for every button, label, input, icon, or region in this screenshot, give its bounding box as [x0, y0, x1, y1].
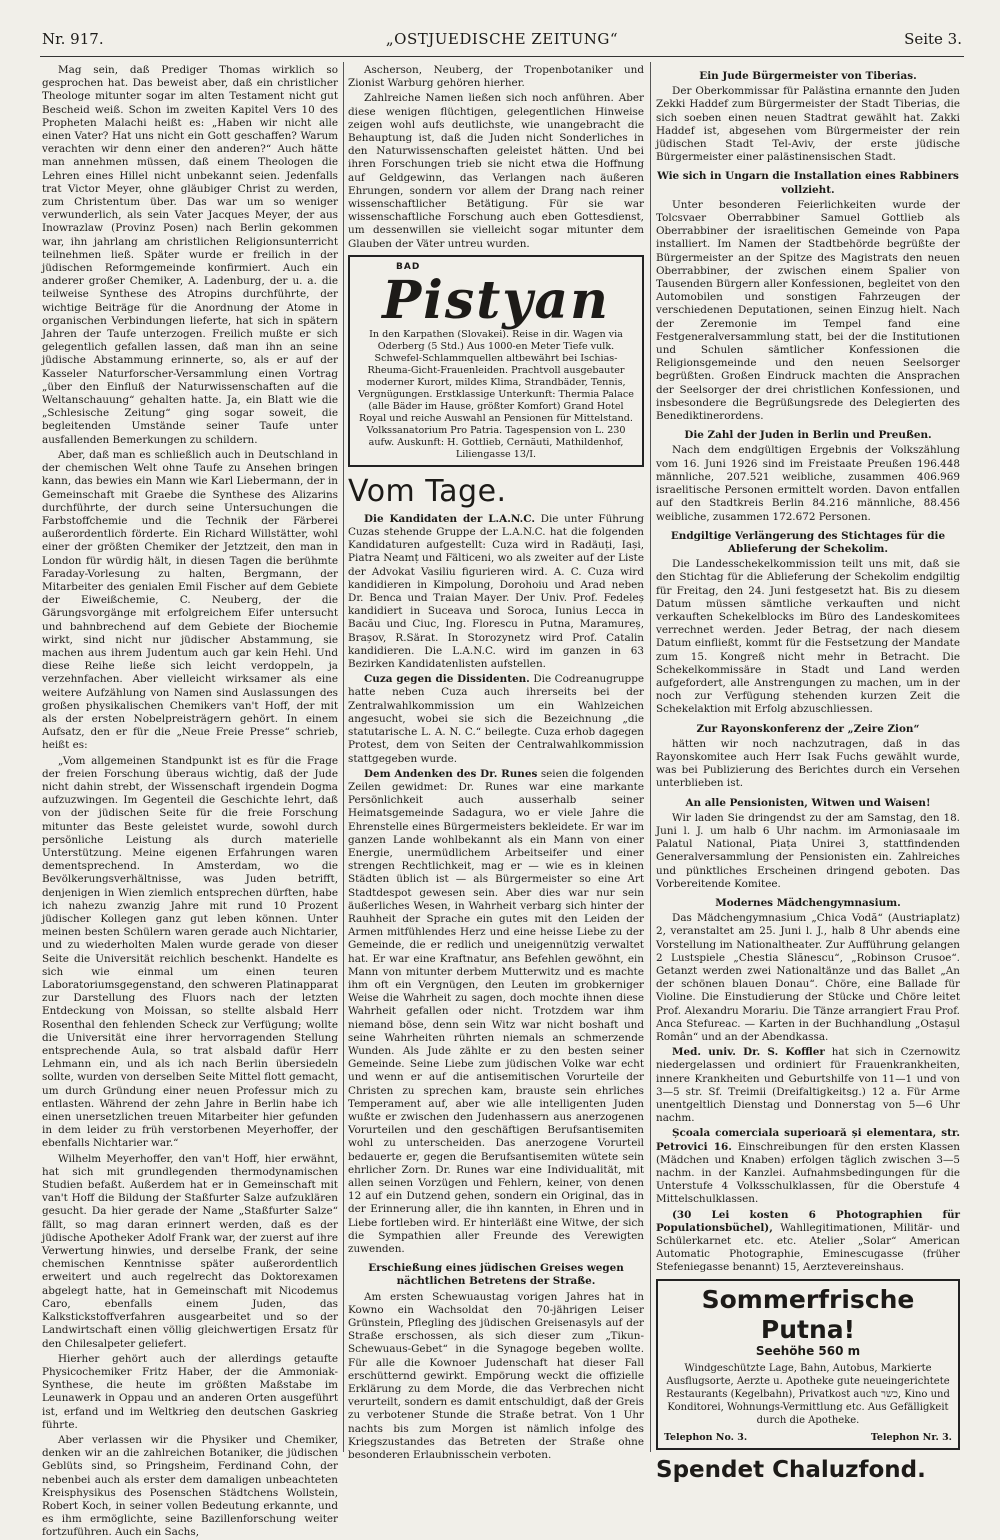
- article-paragraph: Ascherson, Neuberg, der Tropenbotaniker und Zionist Warburg gehören hierher.: [348, 64, 644, 90]
- news-text: Unter besonderen Feierlichkeiten wurde der Tolcsvaer Oberrabbiner Samuel Gottlieb als Oberrabbiner der israelitischen Gemeinde von Papa installiert. Im Namen der Stadtbehörde begrüßte der Bürgermeister an der Spitze des Magistrats den neuen Oberrabbiner, der zwischen einem Spalier von Tausenden Bürgern aller Konfessionen, begleitet von den Automobilen und sonstigen Fahrzeugen der verschiedenen Deputationen, seinen Einzug hielt. Nach der Zeremonie im Tempel fand eine Festgeneralversammlung statt, bei der die Institutionen und Schulen sämtlicher Konfessionen die Religionsgemeinde und den neuen Seelsorger begrüßten. Großen Eindruck machten die Ansprachen der Seelsorger der drei christlichen Konfessionen, und insbesondere die Begrüßungsrede des Delegierten des Benediktinerordens.: [656, 198, 960, 423]
- putna-body: Windgeschützte Lage, Bahn, Autobus, Markierte Ausflugsorte, Aerzte u. Apotheke gute neueingerichtete Restaurants (Kegelbahn), Privatkost auch כשר, Kino und Konditorei, Wohnungs-Vermittlung etc. Aus Gefälligkeit durch die Apotheke.: [666, 1362, 950, 1426]
- issue-number: Nr. 917.: [42, 30, 104, 48]
- news-title: Cuza gegen die Dissidenten.: [364, 673, 530, 686]
- putna-altitude: Seehöhe 560 m: [755, 1343, 861, 1358]
- putna-phones: [664, 1431, 952, 1444]
- news-title: Școala comerciala superioară și elementara, str. Petrovici 16.: [656, 1127, 960, 1153]
- page-header: [42, 30, 962, 52]
- news-title: Erschießung eines jüdischen Greises wegen nächtlichen Betretens der Straße.: [368, 1262, 624, 1288]
- article-paragraph: Aber verlassen wir die Physiker und Chemiker, denken wir an die zahlreichen Botaniker, die jüdischen Geblüts sind, so Pringsheim, Ferdinand Cohn, der nebenbei auch als erster dem damaligen unbeachteten Kreisphysikus des Posenschen Städtchens Wollstein, Robert Koch, in seiner vollen Bedeutung erkannte, und es ihm ermöglichte, seine Bazillenforschung weiter fortzuführen. Auch ein Sachs,: [42, 1433, 338, 1539]
- news-text: Wahllegitimationen, Militär- und Schülerkarnet etc. etc. Atelier „Solar“ American Automatic Photographie, Eminescugasse (früher Stefeniegasse benannt) 15, Aerztevereinshaus.: [656, 1221, 961, 1274]
- news-text: Der Oberkommissar für Palästina ernannte den Juden Zekki Haddef zum Bürgermeister der Stadt Tiberias, die sich soeben einen neuen Stadtrat gewählt hat. Zakki Haddef ist, abgesehen vom Bürgermeister der rein jüdischen Stadt Tel-Aviv, der erste jüdische Bürgermeister einer palästinensischen Stadt.: [656, 85, 960, 164]
- putna-advertisement: [656, 1279, 960, 1450]
- pistyan-logo: Pistyan: [382, 269, 610, 331]
- news-text: Am ersten Schewuaustag vorigen Jahres hat in Kowno ein Wachsoldat den 70-jährigen Leiser Grünstein, Pflegling des jüdischen Greisenasyls auf der Straße erschossen, als sich dieser zum „Tikun-Schewuaus-Gebet“ in die Synagoge begeben wollte. Für alle die Kownoer Judenschaft hat dieser Fall erschütternd gewirkt. Empörung weckt die offizielle Erklärung zu dem Morde, die das Verbrechen nicht verurteilt, sondern es damit entschuldigt, daß der Greis zu verbotener Stunde die Straße betrat. Von 1 Uhr nachts bis zum Morgen ist nämlich infolge des Kriegszustandes das Betreten der Straße ohne besonderen Erlaubnisschein verboten.: [348, 1290, 644, 1462]
- ad-text: In den Karpathen (Slovakei). Reise in dir. Wagen via Oderberg (5 Std.) Aus 1000-en Meter Tiefe vulk. Schwefel-Schlammquellen altbewährt bei Ischias-Rheuma-Gicht-Frauenleiden. Prachtvoll ausgebauter moderner Kurort, mildes Klima, Strandbäder, Tennis, Vergnügungen. Erstklassige Unterkunft: Thermia Palace (alle Bäder im Hause, größter Komfort) Grand Hotel Royal und reiche Auswahl an Pensionen für Mittelstand. Volkssanatorium Pro Patria. Tagespension von L. 230 aufw. Auskunft: H. Gottlieb, Cernäuti, Mathildenhof, Liliengasse 13/I.: [358, 328, 634, 460]
- news-item: [348, 768, 644, 1257]
- news-item: [656, 1046, 960, 1125]
- section-heading-vom-tage: Vom Tage.: [348, 473, 507, 509]
- spendet-chaluzfond-ad: Spendet Chaluzfond.: [656, 1457, 926, 1484]
- news-text: hat sich in Czernowitz niedergelassen und ordiniert für Frauenkrankheiten, innere Krankheiten und Geburtshilfe von 11—1 und von 3—5 str. Sf. Treimii (Dreifaltigkeitsg.) 12 a. Für Arme unentgeltlich Dienstag und Donnerstag von 5—6 Uhr nachm.: [656, 1046, 960, 1125]
- article-paragraph: „Vom allgemeinen Standpunkt ist es für die Frage der freien Forschung überaus wichtig, daß der Jude nicht dahin strebt, der Wissenschaft irgendein Dogma aufzuzwingen. Im Gegenteil die Geschichte lehrt, daß von der jüdischen Seite für die freie Forschung mitunter das Beste geleistet wurde, sowohl durch persönliche Leistung als durch materielle Unterstützung. Meine eigenen Erfahrungen waren dementsprechend. In Amsterdam, wo die Bevölkerungsverhältnisse, was Juden betrifft, denjenigen in Wien ziemlich entsprechen dürften, habe ich nahezu zwanzig Jahre mit rund 10 Prozent jüdischer Kollegen ganz gut leben können. Unter meinen besten Schülern waren gerade auch Nichtarier, und zu wiederholten Malen wurde gerade von dieser Seite die Universität reichlich beschenkt. Handelte es sich wie einmal um einen teuren Laboratoriumsgegenstand, den schweren Platinapparat zur Darstellung des Fluors nach der letzten Entdeckung von Moissan, so stellte alsbald Herr Rosenthal den fehlenden Scheck zur Verfügung; wollte die Universität eine ihrer hervorragenden Stellung entsprechende Aula, so trat alsbald dafür Herr Lehmann ein, und als ich nach Berlin übersiedeln sollte, wurden von derselben Seite Mittel flott gemacht, um durch Gründung einer neuen Professur mich zu entlasten. Während der zehn Jahre in Berlin habe ich einen unersetzlichen treuen Mitarbeiter hier gefunden in dem leider zu früh verstorbenen Meyerhoffer, der ebenfalls Nichtarier war.“: [42, 754, 338, 1150]
- news-item: [656, 1127, 960, 1206]
- news-item: [348, 673, 644, 765]
- news-text: Nach dem endgültigen Ergebnis der Volkszählung vom 16. Juni 1926 sind im Freistaate Preußen 196.448 männliche, 207.521 weibliche, zusammen 406.969 israelitische Personen ermittelt worden. Davon entfallen auf den Stadtkreis Berlin 84.216 männliche, 88.456 weibliche, zusammen 172.672 Personen.: [656, 444, 960, 523]
- article-paragraph: Hierher gehört auch der allerdings getaufte Physicochemiker Fritz Haber, der die Ammoniak-Synthese, die heute im größten Maßstabe im Leunawerk in Oppau und an anderen Orten ausgeführt ist, erfand und im Weltkrieg den deutschen Gaskrieg führte.: [42, 1352, 338, 1431]
- news-text: hätten wir noch nachzutragen, daß in das Rayonskomitee auch Herr Isak Fuchs gewählt wurde, was bei Publizierung des Berichtes durch ein Versehen unterblieben ist.: [656, 737, 960, 790]
- column-1: [42, 64, 338, 1539]
- news-title: Dem Andenken des Dr. Runes: [364, 767, 538, 780]
- news-text: seien die folgenden Zeilen gewidmet: Dr. Runes war eine markante Persönlichkeit auch ausserhalb seiner Heimatsgemeinde Sadagura, wo er viele Jahre die Ehrenstelle eines Bürgermeisters bekleidete. Er war im ganzen Lande wohlbekannt als ein Mann von einer Energie, unermüdlichem Arbeitseifer und einer strengen Rechtlichkeit, mag er — wie es in kleinen Städten üblich ist — als Bürgermeister so eine Art Stadtdespot gewesen sein. Aber dies war nur sein äußerliches Wesen, in Wahrheit verbarg sich hinter der Rauhheit der Sprache ein gutes mit den Leiden der Armen mitfühlendes Herz und eine heisse Liebe zu der Gemeinde, die er redlich und uneigennützig verwaltet hat. Er war eine Kraftnatur, ans Befehlen gewöhnt, ein Mann von mitunter derbem Mutterwitz und es machte ihm oft ein Vergnügen, den Leuten im grobkerniger Weise die Wahrheit zu sagen, doch mochte ihnen diese Wahrheit gefallen oder nicht. Trotzdem war ihm niemand böse, denn sein Witz war nicht boshaft und seine Wahrheiten rührten niemals an schmerzende Wunden. Als Jude zählte er zu den besten seiner Gemeinde. Seine Liebe zum jüdischen Volke war echt und wenn er auf die antisemitischen Vorurteile der Christen zu sprechen kam, brauste sein ehrliches Temperament auf, aber wie alle intelligenten Juden wußte er zwischen den Judenhassern aus anerzogenen Vorurteilen und den geschäftigen Berufsantisemiten wohl zu unterscheiden. Das anerzogene Vorurteil bedauerte er, gegen die Berufsantisemiten wütete sein ehrlicher Zorn. Dr. Runes war eine Individualität, mit allen seinen Vorzügen und Fehlern, keiner, von denen 12 auf ein Dutzend gehen, sondern ein Original, das in der Erinnerung aller, die ihn kannten, in Ehren und in Liebe fortleben wird. Er hinterläßt eine Witwe, der sich die Sympathien aller Freunde des Verewigten zuwenden.: [348, 767, 644, 1256]
- news-title: Ein Jude Bürgermeister von Tiberias.: [699, 70, 917, 82]
- news-text: Einschreibungen für den ersten Klassen (Mädchen und Knaben) erfolgen täglich zwischen 3—5 nachm. in der Kanzlei. Aufnahmsbedingungen für die Unterstufe 4 Volksschulklassen, für die Oberstufe 4 Mittelschulklassen.: [656, 1140, 960, 1206]
- news-title: Die Zahl der Juden in Berlin und Preußen.: [684, 429, 932, 442]
- column-divider: [650, 62, 651, 1452]
- news-title: An alle Pensionisten, Witwen und Waisen!: [685, 796, 931, 809]
- news-text: Die unter Führung Cuzas stehende Gruppe der L.A.N.C. hat die folgenden Kandidaturen aufgestellt: Cuza wird in Radäuți, Iași, Piatra Neamț und Fälticeni, wo als zweiter auf der Liste der Advokat Vasiliu figurieren wird. A. C. Cuza wird kandidieren in Kimpolung, Dorohoiu und Arad neben Dr. Benca und Traian Mayer. Der Univ. Prof. Fedeleș kandidiert in Suceava und Soroca, Iunius Lecca in Bacău und Ciuc, Ing. Florescu in Putna, Maramureș, Brașov, R.Särat. In Storozynetz wird Prof. Catalin kandidieren. Die L.A.N.C. wird im ganzen in 63 Bezirken Kandidatenlisten aufstellen.: [348, 512, 644, 671]
- news-title: Modernes Mädchengymnasium.: [715, 896, 901, 909]
- news-text: Wir laden Sie dringendst zu der am Samstag, den 18. Juni l. J. um halb 6 Uhr nachm. im Armoniasaale im Palatul National, Piața Unirei 3, stattfindenden Generalversammlung der Pensionisten ein. Zahlreiches und pünktliches Erscheinen dringend geboten. Das Vorbereitende Komitee.: [656, 811, 960, 890]
- news-title: Wie sich in Ungarn die Installation eines Rabbiners vollzieht.: [657, 170, 959, 196]
- newspaper-title: „OSTJUEDISCHE ZEITUNG“: [385, 30, 619, 48]
- news-title: Endgiltige Verlängerung des Stichtages für die Ablieferung der Schekolim.: [670, 529, 946, 555]
- article-paragraph: Mag sein, daß Prediger Thomas wirklich so gesprochen hat. Das beweist aber, daß ein christlicher Theologe mitunter sogar im alten Testament nicht gut Bescheid weiß. Schon im zweiten Kapitel Vers 10 des Propheten Malachi heißt es: „Haben wir nicht alle einen Vater? Hat uns nicht ein Gott geschaffen? Warum verachten wir denn einer den anderen?“ Auch hätte man annehmen müssen, daß einem Theologen die Lehren eines Hillel nicht unbekannt seien. Jedenfalls trat Victor Meyer, ohne gläubiger Christ zu werden, zum Christentum über. Das war um so weniger verwunderlich, als sein Vater Jacques Meyer, der aus Inowrazlaw (Provinz Posen) nach Berlin gekommen war, ihn jahrlang am christlichen Religionsunterricht teilnehmen ließ. Später wurde er freilich in der jüdischen Reformgemeinde konfirmiert. Auch ein anderer großer Chemiker, A. Ladenburg, der u. a. die teilweise Synthese des Atropins durchführte, der wichtige Beiträge für die Anordnung der Atome in organischen Verbindungen lieferte, hat sich in spätern Jahren der Taufe unterzogen. Freilich mußte er sich gelegentlich gefallen lassen, daß man ihn an seine jüdische Abstammung erinnerte, so, als er auf der Kasseler Naturforscher-Versammlung einen Vortrag „über den Einfluß der Naturwissenschaften auf die Weltanschauung“ gehalten hatte. Ja, ein Blatt wie die „Schlesische Zeitung“ ging sogar soweit, die begleitenden Umstände seiner Taufe unter ausfallenden Bemerkungen zu schildern.: [42, 64, 338, 446]
- news-title: Die Kandidaten der L.A.N.C.: [364, 512, 536, 525]
- putna-phone-right: Telephon Nr. 3.: [870, 1431, 952, 1443]
- news-item: [348, 513, 644, 671]
- news-text: Das Mädchengymnasium „Chica Vodă“ (Austriaplatz) 2, veranstaltet am 25. Juni l. J., halb 8 Uhr abends eine Vorstellung im Nationaltheater. Zur Aufführung gelangen 2 Lustspiele „Chestia Slănescu“, „Robinson Crusoe“. Getanzt werden zwei Nationaltänze und das Ballet „An der schönen blauen Donau“. Chöre, eine Ballade für Violine. Die Einstudierung der Stücke und Chöre leitet Prof. Alexandru Morariu. Die Tänze arrangiert Frau Prof. Anca Stefureac. — Karten in der Buchhandlung „Ostașul Român“ und an der Abendkassa.: [656, 912, 960, 1044]
- news-title: Med. univ. Dr. S. Koffler: [672, 1046, 825, 1059]
- news-text: Die Landesschekelkommission teilt uns mit, daß sie den Stichtag für die Ablieferung der Schekolim endgiltig für Freitag, den 24. Juni festgesetzt hat. Bis zu diesem Datum müssen sämtliche verkauften und nicht verkauften Schekelblocks im Büro des Landeskomitees verrechnet werden. Jeder Betrag, der nach diesem Datum einfließt, kommt für die Festsetzung der Mandate zum 15. Kongreß nicht mehr in Betracht. Die Schekelkommissäre in Stadt und Land werden aufgefordert, alle Anstrengungen zu machen, um in der noch zur Verfügung stehenden kurzen Zeit die Schekelaktion mit Erfolg abzuschliessen.: [656, 558, 960, 716]
- news-title: Zur Rayonskonferenz der „Zeire Zion“: [696, 722, 920, 735]
- column-3: [656, 64, 961, 1484]
- article-paragraph: Aber, daß man es schließlich auch in Deutschland in der chemischen Welt ohne Taufe zu Ansehen bringen kann, das bewies ein Mann wie Karl Liebermann, der in Gemeinschaft mit Graebe die Synthese des Alizarins durchführte, der durch seine Untersuchungen die Farbstoffchemie und die Technik der Färberei außerordentlich förderte. Ein Richard Willstätter, wohl einer der größten Chemiker der Jetztzeit, den man in London für würdig hält, in diesen Tagen die berühmte Faraday-Vorlesung zu halten, Bergmann, der Mitarbeiter des genialen Emil Fischer auf dem Gebiete der Eiweißchemie, C. Neuberg, der die Gärungsvorgänge mit erfolgreichem Eifer untersucht und bahnbrechend auf dem Gebiete der Biochemie wirkt, sind nicht nur jüdischer Abstammung, sie machen aus ihrem Judentum auch gar kein Hehl. Und diese Reihe ließe sich leicht verdoppeln, ja verzehnfachen. Aber vielleicht wirksamer als eine weitere Aufzählung von Namen sind Auslassungen des großen physikalischen Chemikers van't Hoff, der mit als der ersten Nobelpreisträgern gehört. In einem Aufsatz, den er für die „Neue Freie Presse“ schrieb, heißt es:: [42, 448, 338, 752]
- putna-phone-left: Telephon No. 3.: [664, 1431, 748, 1443]
- pistyan-advertisement: [348, 255, 644, 467]
- column-divider: [343, 62, 344, 1452]
- news-title: (30 Lei kosten 6 Photographien für Populationsbüchel),: [656, 1208, 960, 1234]
- news-text: Die Codreanugruppe hatte neben Cuza auch ihrerseits bei der Zentralwahlkommission um ein Wahlzeichen angesucht, wobei sie sich die Bezeichnung „die statutarische L. A. N. C.“ beilegte. Cuza erhob dagegen Protest, dem von Seiten der Centralwahlkommission stattgegeben wurde.: [348, 673, 644, 765]
- ad-bad-label: BAD: [396, 261, 421, 272]
- header-rule: [40, 56, 964, 57]
- page-number: Seite 3.: [904, 30, 962, 48]
- column-2: [348, 64, 644, 1462]
- news-item: [656, 1209, 960, 1275]
- article-paragraph: Zahlreiche Namen ließen sich noch anführen. Aber diese wenigen flüchtigen, gelegentlichen Hinweise zeigen wohl aufs deutlichste, wie unangebracht die Behauptung ist, daß die Juden nicht Sonderliches in den Naturwissenschaften geleistet hätten. Und bei ihren Forschungen trieb sie nicht etwa die Hoffnung auf Geldgewinn, das Verlangen nach äußeren Ehrungen, sondern vor allem der Drang nach reiner wissenschaftlicher Betätigung. Für sie war wissenschaftliche Forschung auch eben Gottesdienst, um dessenwillen sie vielleicht sogar mitunter dem Glauben der Väter untreu wurden.: [348, 92, 644, 250]
- putna-title: Sommerfrische Putna!: [701, 1284, 915, 1344]
- article-paragraph: Wilhelm Meyerhoffer, den van't Hoff, hier erwähnt, hat sich mit grundlegenden thermodynamischen Studien befaßt. Außerdem hat er in Gemeinschaft mit van't Hoff die Bildung der Staßfurter Salze aufzuklären gesucht. Da hier gerade der Name „Staßfurter Salze“ fällt, so mag daran erinnert werden, daß es der jüdische Apotheker Adolf Frank war, der zuerst auf ihre Verwertung hinwies, und derselbe Frank, der seine chemischen Kenntnisse später außerordentlich erweitert und auch regelrecht das Doktorexamen abgelegt hatte, hat in Gemeinschaft mit Nicodemus Caro, ebenfalls einem Juden, das Kalkstickstoffverfahren ausgearbeitet und so der Landwirtschaft einen völlig gleichwertigen Ersatz für den Chilesalpeter geliefert.: [42, 1152, 338, 1350]
